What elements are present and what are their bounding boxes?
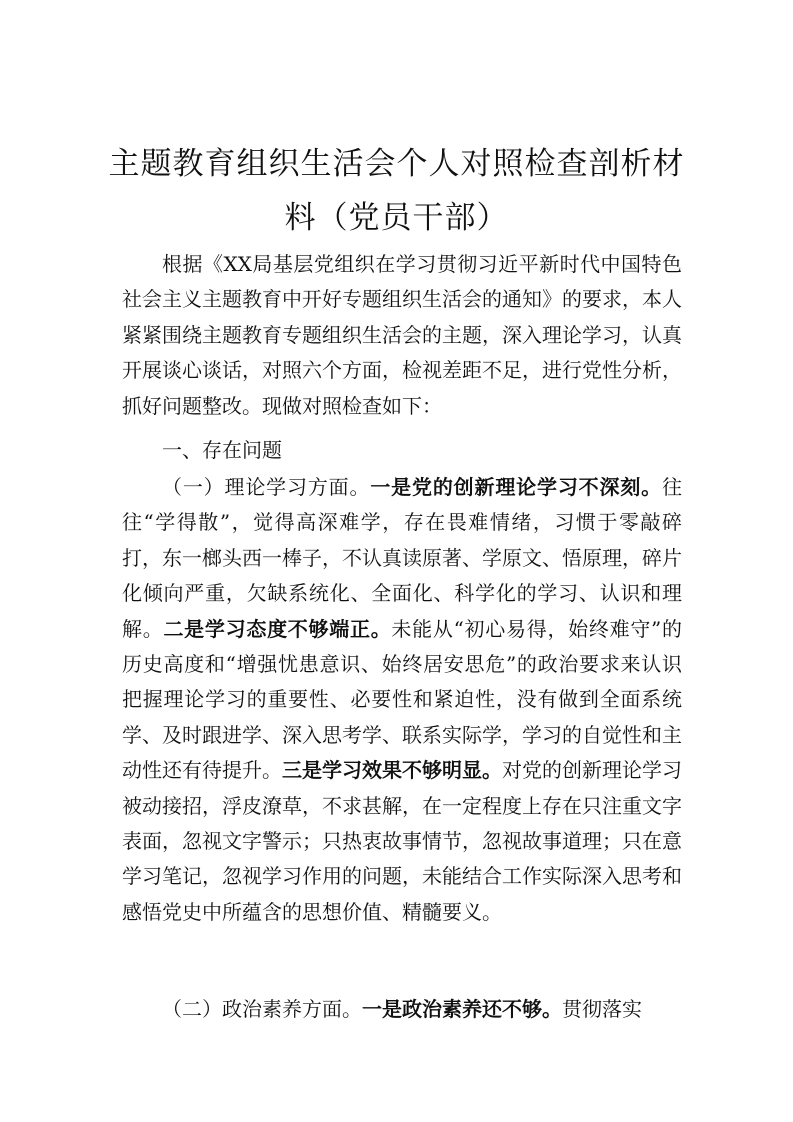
intro-paragraph: 根据《XX局基层党组织在学习贯彻习近平新时代中国特色社会主义主题教育中开好专题组织生活会的通知》的要求，本人紧紧围绕主题教育专题组织生活会的主题，深入理论学习，认真开展谈心谈话，对照六个方面，检视差距不足，进行党性分析，抓好问题整改。现做对照检查如下： xyxy=(122,252,682,418)
section-theory-study-paragraph xyxy=(122,470,682,930)
section-theory-study-lead: （一）理论学习方面。 xyxy=(162,475,371,499)
document-title-line-1: 主题教育组织生活会个人对照检查剖析材 xyxy=(108,146,685,182)
point-3-text: 对党的创新理论学习被动接招，浮皮潦草，不求甚解，在一定程度上存在只注重文字表面，忽视文字警示；只热衷故事情节，忽视故事道理；只在意学习笔记，忽视学习作用的问题，未能结合工作实际深入思考和感悟党史中所蕴含的思想价值、精髓要义。 xyxy=(122,758,682,924)
section-heading-problems: 一、存在问题 xyxy=(162,438,282,462)
section-2-point-1-text: 贯彻落实 xyxy=(562,997,642,1021)
point-1-text: 往往“学得散”，觉得高深难学，存在畏难情绪，习惯于零敲碎打，东一榔头西一棒子，不认真读原著、学原文、悟原理，碎片化倾向严重，欠缺系统化、全面化、科学化的学习、认识和理解。 xyxy=(122,475,683,641)
point-2-text: 未能从“初心易得，始终难守”的历史高度和“增强忧患意识、始终居安思危”的政治要求来认识把握理论学习的重要性、必要性和紧迫性，没有做到全面系统学、及时跟进学、深入思考学、联系实际学，学习的自觉性和主动性还有待提升。 xyxy=(122,616,683,783)
point-1-title: 一是党的创新理论学习不深刻。 xyxy=(370,475,663,499)
document-title-line-2: 料（党员干部） xyxy=(284,200,509,236)
section-political-quality-paragraph xyxy=(122,992,682,1027)
point-3-title: 三是学习效果不够明显。 xyxy=(282,758,502,783)
point-2-title: 二是学习态度不够端正。 xyxy=(163,616,392,641)
section-2-point-1-title: 一是政治素养还不够。 xyxy=(362,997,562,1021)
section-political-quality-lead: （二）政治素养方面。 xyxy=(162,997,362,1021)
